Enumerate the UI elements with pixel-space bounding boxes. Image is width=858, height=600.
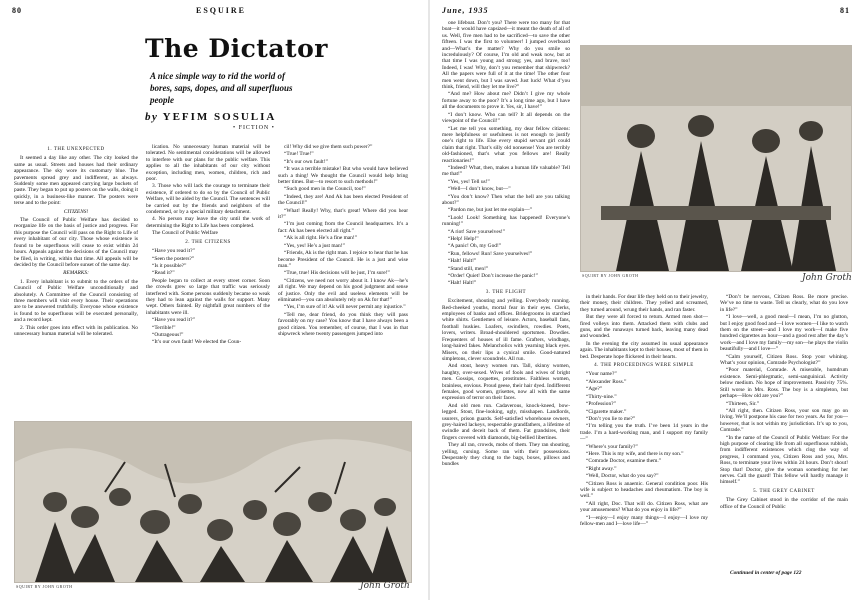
paragraph: “Citizen Ross is anaemic. General condition poor. His wife is subject to headaches and rheumatism. The boy is well.” xyxy=(580,480,708,500)
paragraph: “Halt! Halt!” xyxy=(448,258,477,265)
centered-heading: CITIZENS! xyxy=(63,208,89,215)
paragraph: “It’s our own fault!” xyxy=(284,158,328,165)
paragraph: “Indeed, they are! And Ak has been elected President of the Council!” xyxy=(278,193,408,207)
paragraph: “I don’t know. Who can tell? It all depends on the viewpoint of the Council!” xyxy=(442,111,570,125)
paragraph: “Poor material, Comrade. A miserable, humdrum existence. Semi-phlegmatic, semi-sanguinical. Activity below medium. No hope of improvement. Passivity 75%. Still worse in Mrs. Ross. The boy is a simpleton, but perhaps—How old are you?” xyxy=(720,367,848,400)
issue-date: June, 1935 xyxy=(442,6,489,15)
paragraph: “Have you read it?” xyxy=(152,248,195,255)
illustration-credit: SQUIRT BY JOHN GROTH xyxy=(16,584,73,589)
paragraph: “Stand still, men!” xyxy=(448,265,489,272)
paragraph: 4. No person may leave the city until the work of determining the Right to Life has been completed. xyxy=(146,216,270,229)
left-page xyxy=(0,0,428,600)
paragraph: “Alexander Ross.” xyxy=(586,378,627,385)
paragraph: “Let me tell you something, my dear fellow citizens: mere helpfulness or usefulness is not enough to justify one’s right to life. Else every stupid servant girl could claim that right. That’s silly old nonsense! You are terribly old-fashioned, that’s what you fellows are! Really reactionaries!” xyxy=(442,125,570,164)
text-column xyxy=(720,294,848,566)
paragraph: “Terrible!” xyxy=(152,324,176,331)
section-label: • FICTION • xyxy=(233,125,275,131)
paragraph: “Is it possible?” xyxy=(152,262,187,269)
paragraph: “Have you read it?” xyxy=(152,317,195,324)
paragraph: “Yes, I’m sure of it! Ak will never permit any injustice.” xyxy=(284,304,406,311)
section-heading: 2. THE CITIZENS xyxy=(185,239,231,245)
crowd-illustration xyxy=(14,421,412,583)
paragraph: “Where’s your family?” xyxy=(586,443,638,450)
paragraph: “Seen the posters?” xyxy=(152,255,195,262)
article-title: The Dictator xyxy=(145,34,328,63)
paragraph: “Order! Quiet! Don’t increase the panic!” xyxy=(448,273,538,280)
paragraph: “All right, Doc. That will do. Citizen Ross, what are your amusements? What do you enjoy in life?” xyxy=(580,500,708,514)
paragraph: “Thirteen, Sir.” xyxy=(726,400,760,407)
paragraph: cil! Why did we give them such power?” xyxy=(284,144,373,150)
paragraph: “It’s our own fault! We elected the Coun- xyxy=(152,339,242,346)
paragraph: “Halt! Halt!” xyxy=(448,280,477,287)
paragraph: “Read it?” xyxy=(152,270,175,277)
paragraph: “I—enjoy—I enjoy many things—I enjoy—I love my fellow-men and I—love life—” xyxy=(580,514,708,527)
paragraph: “Help! Help!” xyxy=(448,236,479,242)
paragraph: lication. No unnecessary human material will be tolerated. No sentimental considerations will be allowed to interfere with our plans for the public welfare. This applies to all the inhabitants of our city without exception, including men, women, children, rich and poor. xyxy=(146,144,270,183)
byline xyxy=(145,111,276,123)
paragraph: “Well, Doctor, what do you say?” xyxy=(586,473,659,480)
paragraph: “And me? How about me? Didn’t I give my whole fortune away to the poor? It’s a long time ago, but I have all the documents to prove it. Yes, sir, I have!” xyxy=(442,91,570,111)
text-column xyxy=(442,20,570,582)
paragraph: “All right, then. Citizen Ross, your son may go on living. We’ll postpone his case for two years. As for you—however, that is not within my jurisdiction. It’s up to you, Comrade.” xyxy=(720,407,848,434)
paragraph: “Citizens, we need not worry about it. I know Ak—he’s all right. We may depend on his good judgment and sense of justice. Only the evil and useless elements will be eliminated—you can absolutely rely on Ak for that!” xyxy=(278,277,408,303)
section-heading: 4. THE PROCEEDINGS WERE SIMPLE xyxy=(594,363,694,369)
paragraph: “Ak is all right. He’s a fine man!” xyxy=(284,235,358,242)
text-column xyxy=(278,144,408,414)
paragraph: 1. Every inhabitant is to submit to the orders of the Council of Public Welfare unconditionally and absolutely. A Committee of the Council consisting of three members will visit every house. Their operations are to be answered truthfully. Everyone whose existence is found to be superfluous will be executed personally, and a record kept. xyxy=(14,278,138,324)
paragraph: The Council of Public Welfare xyxy=(152,230,218,237)
paragraph: “What! Really! Why, that’s great! Where did you hear it?” xyxy=(278,207,408,221)
section-heading: 3. THE FLIGHT xyxy=(485,289,527,295)
paragraph: “I love—well, a good meal—I mean, I’m no glutton, but I enjoy good food and—I love women—I like to watch them on the street—and I love my work—I make five hundred cigarettes an hour—and a good rest after the day’s work—and I love my family—my son—he plays the violin beautifully—and I love—” xyxy=(720,314,848,353)
paragraph: “A panic! Oh, my God!” xyxy=(448,243,502,250)
paragraph: 3. Those who will lack the courage to terminate their existence, if ordered to do so by the Council of Public Welfare, will be aided by the Council. The sentences will be carried out by the friends and neighbors of the condemned, or by a special military detachment. xyxy=(146,183,270,216)
paragraph: “A riot! Save yourselves!” xyxy=(448,228,506,235)
paragraph: “Pardon me, but just let me explain—” xyxy=(448,207,532,214)
section-heading: 1. THE UNEXPECTED xyxy=(47,147,105,152)
paragraph: “Tell me, dear friend, do you think they will pass favorably on my case? You know that I have always been a good citizen. You remember, of course, that I was in that shipwreck where twenty passengers jumped into xyxy=(278,311,408,337)
illustration-credit: SQUIRT BY JOHN GROTH xyxy=(582,273,639,278)
text-column xyxy=(146,144,270,414)
paragraph: “I’m just coming from the Council headquarters. It’s a fact: Ak has been elected all right.” xyxy=(278,221,408,234)
paragraph: “Don’t you lie to me?” xyxy=(586,415,636,422)
centered-heading: REMARKS: xyxy=(63,270,89,277)
artist-signature: John Groth xyxy=(360,581,410,591)
artist-signature: John Groth xyxy=(802,273,852,283)
section-heading: 5. THE GREY CABINET xyxy=(753,488,815,494)
text-column xyxy=(580,294,708,582)
paragraph: “Your name?” xyxy=(586,371,617,378)
running-head: ESQUIRE xyxy=(196,6,247,15)
office-illustration xyxy=(580,45,852,272)
paragraph: “Yes, yes! He’s a just man!” xyxy=(284,242,345,249)
paragraph: People began to collect at every street corner. Soon the crowds grew so large that traffic was seriously interfered with. Some persons suddenly became so weak they had to lean against the walls for support. Many wept. Others fainted. By nightfall great numbers of the inhabitants were ill. xyxy=(146,277,270,316)
paragraph: “Such good men in the Council, too!” xyxy=(284,186,366,193)
paragraph: “Indeed? What, then, makes a human life valuable? Tell me that!” xyxy=(442,164,570,178)
paragraph: “Age?” xyxy=(586,386,603,393)
paragraph: 2. This order goes into effect with its publication. No unnecessary human material will be tolerated. xyxy=(14,324,138,337)
paragraph: “Don’t be nervous, Citizen Ross. Be more precise. We’ve no time to waste. Tell us clearly, what do you love in life?” xyxy=(720,294,848,313)
paragraph: one lifeboat. Don’t you? There were too many for that boat—it would have capsized—it meant the death of all of us. Well, five men had to be sacrificed—to save the other fifteen. I was the first to volunteer! I jumped overboard and—What’s the matter? Why do you smile so incredulously? Of course, I’m old and weak now, but at that time I was young and strong; yes, and brave, too! Indeed, I was! Why, don’t you remember that shipwreck? All the papers were full of it at the time! The other four men went down, but I was saved. Just luck! What d’you think, friend, will they let me live?” xyxy=(442,20,570,91)
paragraph: In the evening the city assumed its usual appearance again. The inhabitants kept to their houses, most of them in bed. Desperate hope flickered in their hearts. xyxy=(580,340,708,360)
paragraph: And stout, heavy women run. Tall, skinny women, haughty, over-sexed. Wives of fools and wives of bright men. Gossips, coquettes, prostitutes. Faithless women, brainless, envious. Proud geese, their hair dyed. Indifferent females, good women, grisettes, now all with the same expression of terror on their faces. xyxy=(442,363,570,402)
paragraph: “True, true! His decisions will be just, I’m sure!” xyxy=(284,270,390,277)
paragraph: “Thirty-nine.” xyxy=(586,393,617,400)
paragraph: “I’m telling you the truth. I’ve been 14 years in the trade. I’m a hard-working man, and I support my family—” xyxy=(580,423,708,443)
paragraph: The Grey Cabinet stood in the corridor of the main office of the Council of Public xyxy=(720,497,848,510)
paragraph: “Yes, yes! Tell us!” xyxy=(448,178,490,185)
paragraph: “Look! Look! Something has happened! Everyone’s running!” xyxy=(442,214,570,228)
page-number: 80 xyxy=(12,6,22,15)
continued-notice: Continued in center of page 122 xyxy=(730,570,802,576)
paragraph: It seemed a day like any other. The city looked the same as usual. Streets and houses had their ordinary appearance. The sky wore its customary blue. The pavements spread grey and indifferent, as always. Suddenly some men appeared carrying large buckets of paste. They began to put up posters on the walls, doing it quickly, in a business-like manner. The posters were terse and to the point: xyxy=(14,155,138,207)
paragraph: “Cigarette maker.” xyxy=(586,408,627,415)
author-name: YEFIM SOSULIA xyxy=(162,111,277,123)
article-deck: A nice simple way to rid the world of bores, saps, dopes, and all superfluous people xyxy=(150,71,293,105)
paragraph: “Run, fellows! Run! Save yourselves!” xyxy=(448,250,533,257)
paragraph: “Outrageous!” xyxy=(152,331,184,338)
right-page xyxy=(430,0,858,600)
paragraph: “Right away.” xyxy=(586,465,617,472)
paragraph: “Profession?” xyxy=(586,401,616,408)
paragraph: “Well—I don’t know, but—” xyxy=(448,186,511,193)
byline-prefix: by xyxy=(145,111,159,123)
paragraph: The Council of Public Welfare has decided to reorganize life on the basis of justice and progress. For this purpose the Council will pass on the Right to Life of every inhabitant of our city. Those whose existence is found to be superfluous will cease to exist within 24 hours. Appeals against the decisions of the Council may be filed, in writing, within that time. All appeals will be decided by the Council before sunset of the same day. xyxy=(14,217,138,268)
paragraph: “In the name of the Council of Public Welfare: For the high purpose of clearing life from all superfluous rubbish, from indifferent existences which clog the way of progress, I command you, Citizen Ross and you, Mrs. Ross, to terminate your lives within 24 hours. Don’t shout! Stop that! Doctor, give the woman something for her nerves. Call the guard! This fellow will hardly manage it himself.” xyxy=(720,434,848,486)
paragraph: “Here. This is my wife, and there is my son.” xyxy=(586,450,684,457)
paragraph: “Friends, Ak is the right man. I rejoice to hear that he has become President of the Council. He is a just and wise man.” xyxy=(278,250,408,269)
paragraph: “Comrade Doctor, examine them.” xyxy=(586,458,662,465)
paragraph: Excitement, shouting and yelling. Everybody running. Red-cheeked youths, mortal fear in their eyes. Clerks, employees of banks and offices. Bridegrooms in starched white shirts. Gentlemen of leisure. Actors, baseball fans, football huskies. Loafers, swindlers, rowdies. Poets, lovers, writers. Broad-shouldered sportsmen. Dowdies. Frequenters of houses of ill fame. Grafters, windbags, long-haired fakes. Melancholics with yearning black eyes. Misers, on their lips a cynical smile. Good-natured simpletons, clever scoundrels. All run. xyxy=(442,298,570,362)
paragraph: in their hands. For dear life they held on to their jewelry, their money, their children. They yelled and screamed, they turned around, wrung their hands, and ran faster. xyxy=(580,294,708,313)
paragraph: “You don’t know? Then what the hell are you talking about?” xyxy=(442,193,570,206)
paragraph: But they were all forced to return. Armed men shot—fired volleys into them. Attacked them with clubs and guns, and the runaways turned back, leaving many dead and wounded. xyxy=(580,314,708,340)
paragraph: “True! True!” xyxy=(284,151,314,158)
page-number: 81 xyxy=(840,6,850,15)
text-column xyxy=(14,144,138,414)
paragraph: They all ran, crowds, mobs of them. They ran shouting, yelling, cursing. Some ran with their possessions. Desperately they clung to the bags, boxes, pillows and bundles xyxy=(442,442,570,468)
paragraph: And old men run. Cadaverous, knock-kneed, bow-legged. Stout, fine-looking, ugly, misshapen. Landlords, usurers, prison guards. Self-satisfied whorehouse owners, grey-haired lackeys, respectable grandfathers, a lifetime of swindle and deceit back of them. Fat grandsires, their fingers covered with diamonds, big-bellied libertines. xyxy=(442,402,570,441)
paragraph: “Calm yourself, Citizen Ross. Stop your whining. What’s your opinion, Comrade Psychologist?” xyxy=(720,353,848,367)
paragraph: “It was a terrible mistake! But who would have believed such a thing! We thought the Council would help bring better times. But—to resort to such methods!” xyxy=(278,166,408,186)
